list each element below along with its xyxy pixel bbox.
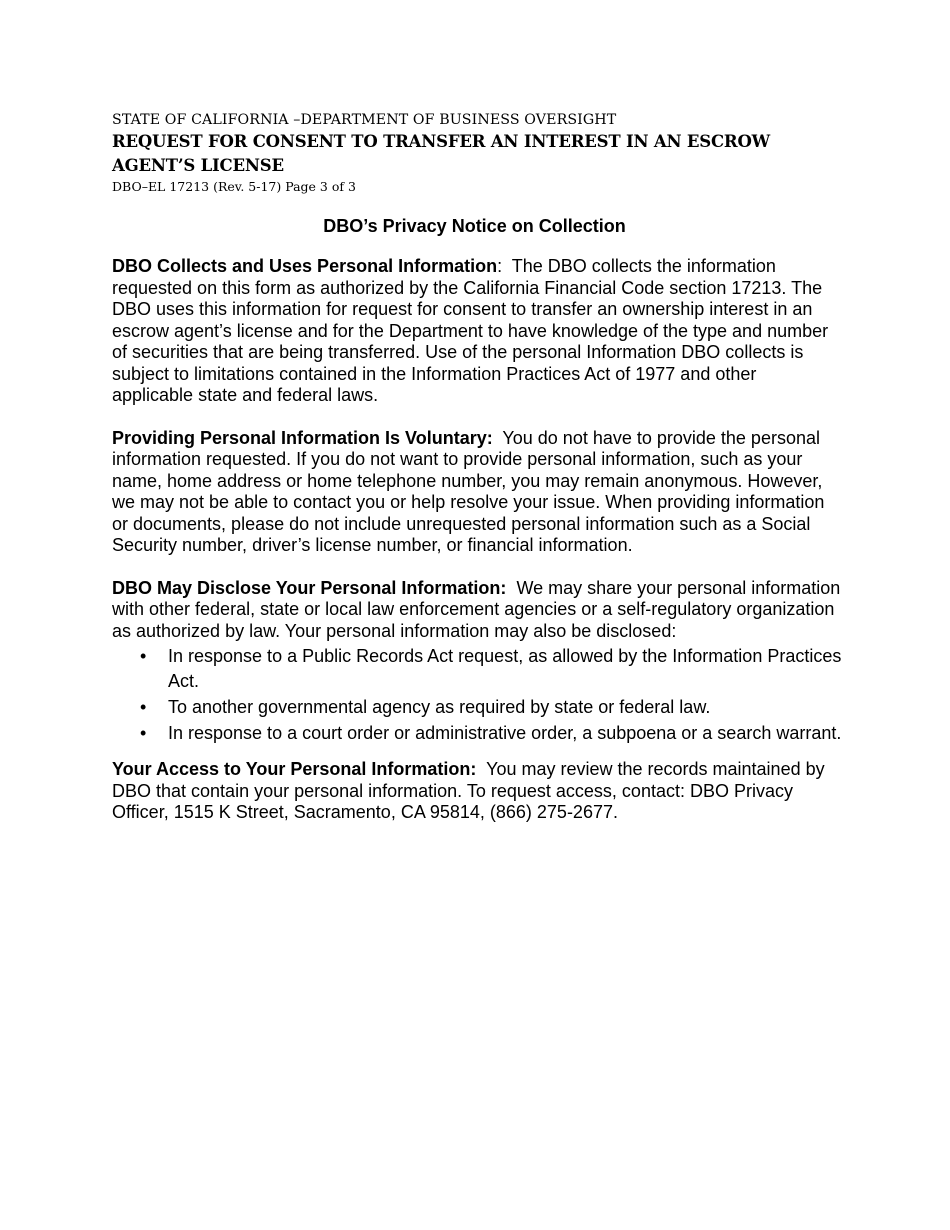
section-body: We may share your personal information with other federal, state or local law enforcement agencies or a self-regulatory organization as authorized by law. Your personal information may also be disclosed: (112, 577, 841, 641)
section-separator (506, 578, 516, 598)
section-heading: DBO Collects and Uses Personal Information (112, 256, 498, 276)
bullet-icon: • (140, 646, 147, 666)
section-separator (493, 428, 503, 448)
section-separator (476, 759, 486, 779)
list-item (112, 695, 842, 720)
section-disclose (112, 578, 842, 643)
list-item (112, 644, 842, 693)
list-item-text: To another governmental agency as required by state or federal law. (168, 696, 711, 717)
form-title: REQUEST FOR CONSENT TO TRANSFER AN INTEREST IN AN ESCROW AGENT’S LICENSE (112, 132, 770, 175)
section-heading: Providing Personal Information Is Voluntary: (112, 427, 493, 448)
section-body: You may review the records maintained by DBO that contain your personal information. To request access, contact: DBO Privacy Officer, 1515 K Street, Sacramento, CA 95814, (866) 275-2677. (112, 759, 825, 822)
disclosure-list (112, 644, 842, 745)
bullet-icon: • (140, 696, 147, 717)
section-voluntary (112, 428, 842, 557)
list-item-text: In response to a Public Records Act request, as allowed by the Information Practices Act. (168, 646, 842, 691)
agency-header: STATE OF CALIFORNIA –DEPARTMENT OF BUSINESS OVERSIGHT (112, 112, 617, 128)
notice-title: DBO’s Privacy Notice on Collection (323, 216, 626, 236)
section-separator: : (497, 256, 512, 276)
list-item-text: In response to a court order or administrative order, a subpoena or a search warrant. (168, 722, 842, 743)
section-body: The DBO collects the information requested on this form as authorized by the California Financial Code section 17213. The DBO uses this information for request for consent to transfer an ownership interest in an escrow agent’s license and for the Department to have knowledge of the type and number of securities that are being transferred. Use of the personal Information DBO collects is subject to limitations contained in the Information Practices Act of 1977 and other applicable state and federal laws. (112, 256, 829, 405)
section-heading: Your Access to Your Personal Information: (112, 759, 477, 779)
bullet-icon: • (140, 722, 147, 743)
document-page (112, 110, 842, 824)
section-access (112, 759, 842, 824)
form-number: DBO–EL 17213 (Rev. 5-17) Page 3 of 3 (112, 179, 356, 194)
section-collects-uses (112, 256, 842, 407)
list-item (112, 721, 842, 746)
section-body: You do not have to provide the personal information requested. If you do not want to provide personal information, such as your name, home address or home telephone number, you may remain anonymous. However, we may not be able to contact you or help resolve your issue. When providing information or documents, please do not include unrequested personal information such as a Social Security number, driver’s license number, or financial information. (112, 427, 825, 555)
section-heading: DBO May Disclose Your Personal Information: (112, 577, 507, 598)
